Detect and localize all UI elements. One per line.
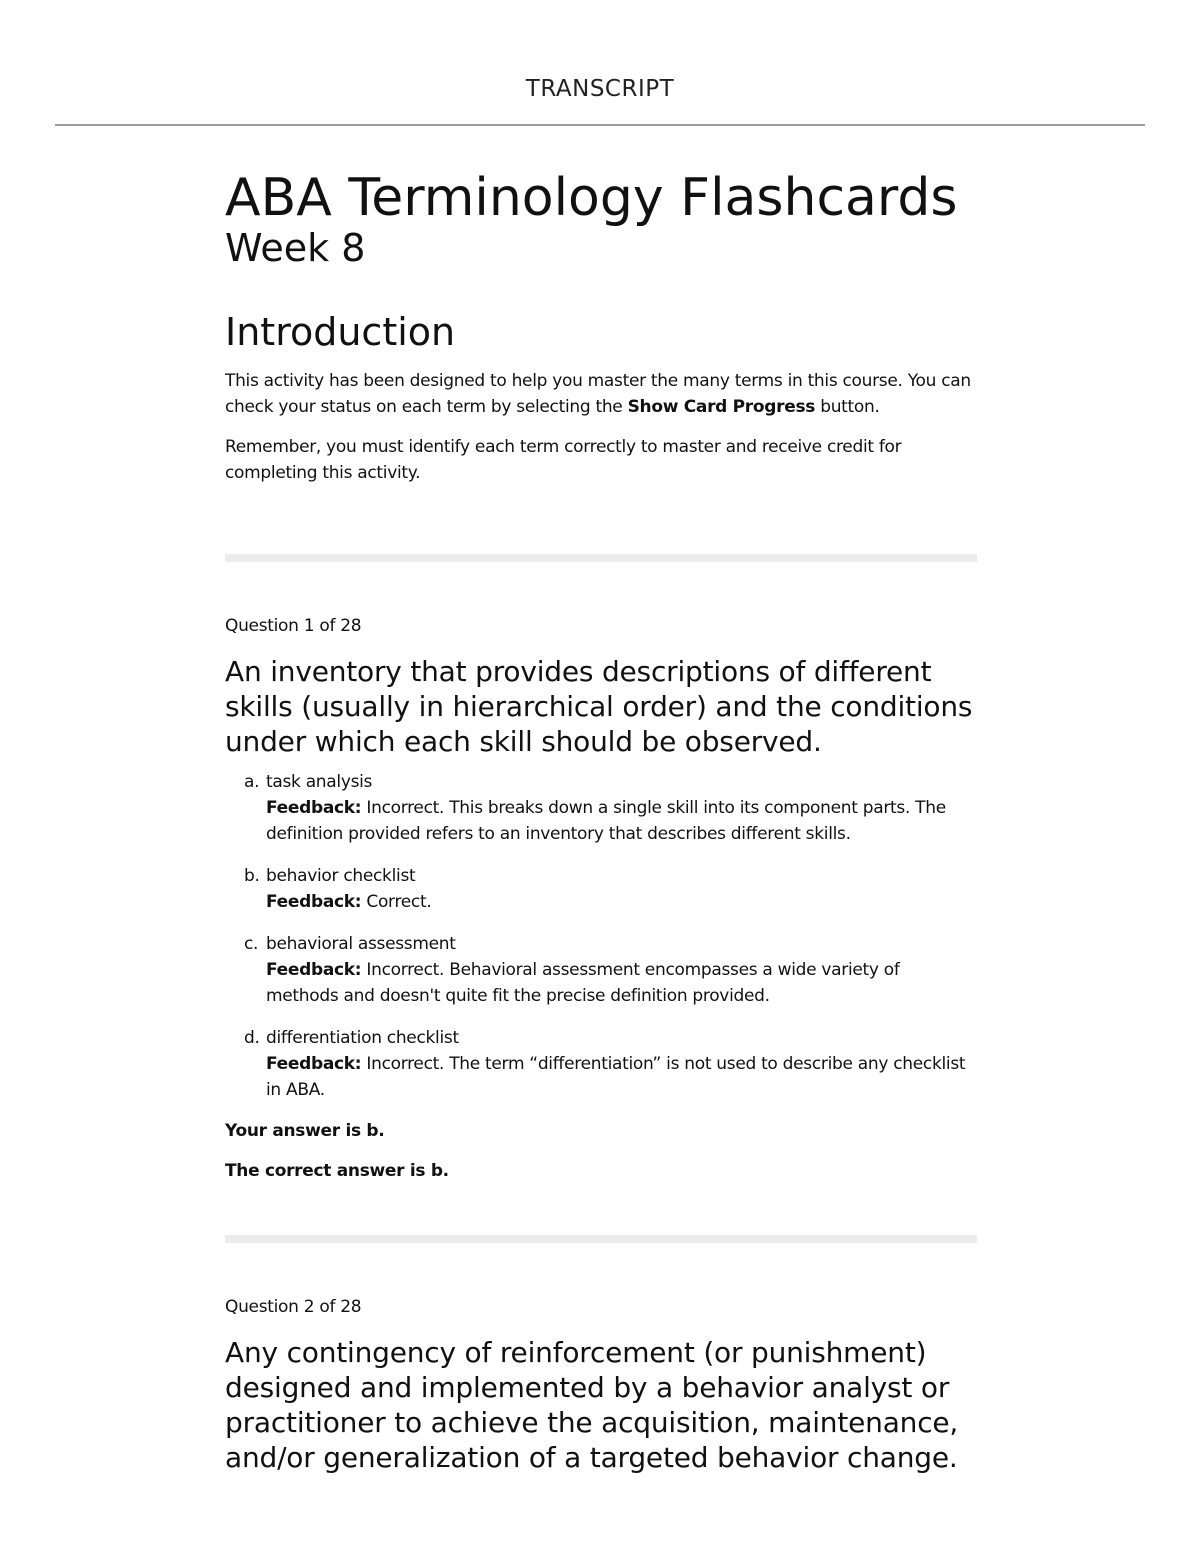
option-feedback <box>266 957 977 1009</box>
answer-option-d <box>225 1025 977 1103</box>
option-letter: d. <box>244 1028 260 1048</box>
question-number: Question 1 of 28 <box>225 616 362 636</box>
answer-option-a <box>225 769 977 847</box>
transcript-content <box>225 166 977 1475</box>
feedback-label: Feedback: <box>266 960 362 980</box>
transcript-header: TRANSCRIPT <box>525 76 675 102</box>
introduction-heading: Introduction <box>225 310 456 354</box>
feedback-text: Incorrect. Behavioral assessment encompasses a wide variety of methods and doesn't quite fit the precise definition provided. <box>266 960 900 1006</box>
option-letter: c. <box>244 934 259 954</box>
section-divider <box>225 554 977 562</box>
intro-text-part-1: This activity has been designed to help you master the many terms in this course. You can check your status on each term by selecting the <box>225 371 971 417</box>
introduction-paragraph-2: Remember, you must identify each term correctly to master and receive credit for completing this activity. <box>225 437 902 483</box>
question-block-1 <box>225 614 977 1183</box>
option-feedback <box>266 889 977 915</box>
question-block-2 <box>225 1295 977 1475</box>
your-answer: Your answer is b. <box>225 1121 385 1141</box>
correct-answer: The correct answer is b. <box>225 1161 449 1181</box>
question-number: Question 2 of 28 <box>225 1297 362 1317</box>
feedback-text: Correct. <box>361 892 432 912</box>
show-card-progress-mention: Show Card Progress <box>627 397 816 417</box>
section-divider <box>225 1235 977 1243</box>
option-label: behavior checklist <box>266 866 416 886</box>
feedback-label: Feedback: <box>266 1054 362 1074</box>
feedback-label: Feedback: <box>266 892 362 912</box>
feedback-text: Incorrect. The term “differentiation” is not used to describe any checklist in ABA. <box>266 1054 966 1100</box>
answer-option-b <box>225 863 977 915</box>
option-label: behavioral assessment <box>266 934 456 954</box>
document-subtitle: Week 8 <box>225 226 366 270</box>
document-title: ABA Terminology Flashcards <box>225 168 958 228</box>
answer-options <box>225 769 977 1103</box>
answer-option-c <box>225 931 977 1009</box>
question-text: An inventory that provides descriptions of different skills (usually in hierarchical order) and the conditions under which each skill should be observed. <box>225 655 973 758</box>
option-label: task analysis <box>266 772 373 792</box>
feedback-text: Incorrect. This breaks down a single skill into its component parts. The definition provided refers to an inventory that describes different skills. <box>266 798 946 844</box>
intro-text-part-2: button. <box>815 397 880 417</box>
question-text: Any contingency of reinforcement (or punishment) designed and implemented by a behavior analyst or practitioner to achieve the acquisition, maintenance, and/or generalization of a targeted behavior change. <box>225 1336 959 1474</box>
feedback-label: Feedback: <box>266 798 362 818</box>
option-feedback <box>266 795 977 847</box>
header-divider <box>55 124 1145 126</box>
option-letter: a. <box>244 772 260 792</box>
option-feedback <box>266 1051 977 1103</box>
option-letter: b. <box>244 866 260 886</box>
introduction-paragraph-1 <box>225 368 977 420</box>
option-label: differentiation checklist <box>266 1028 459 1048</box>
